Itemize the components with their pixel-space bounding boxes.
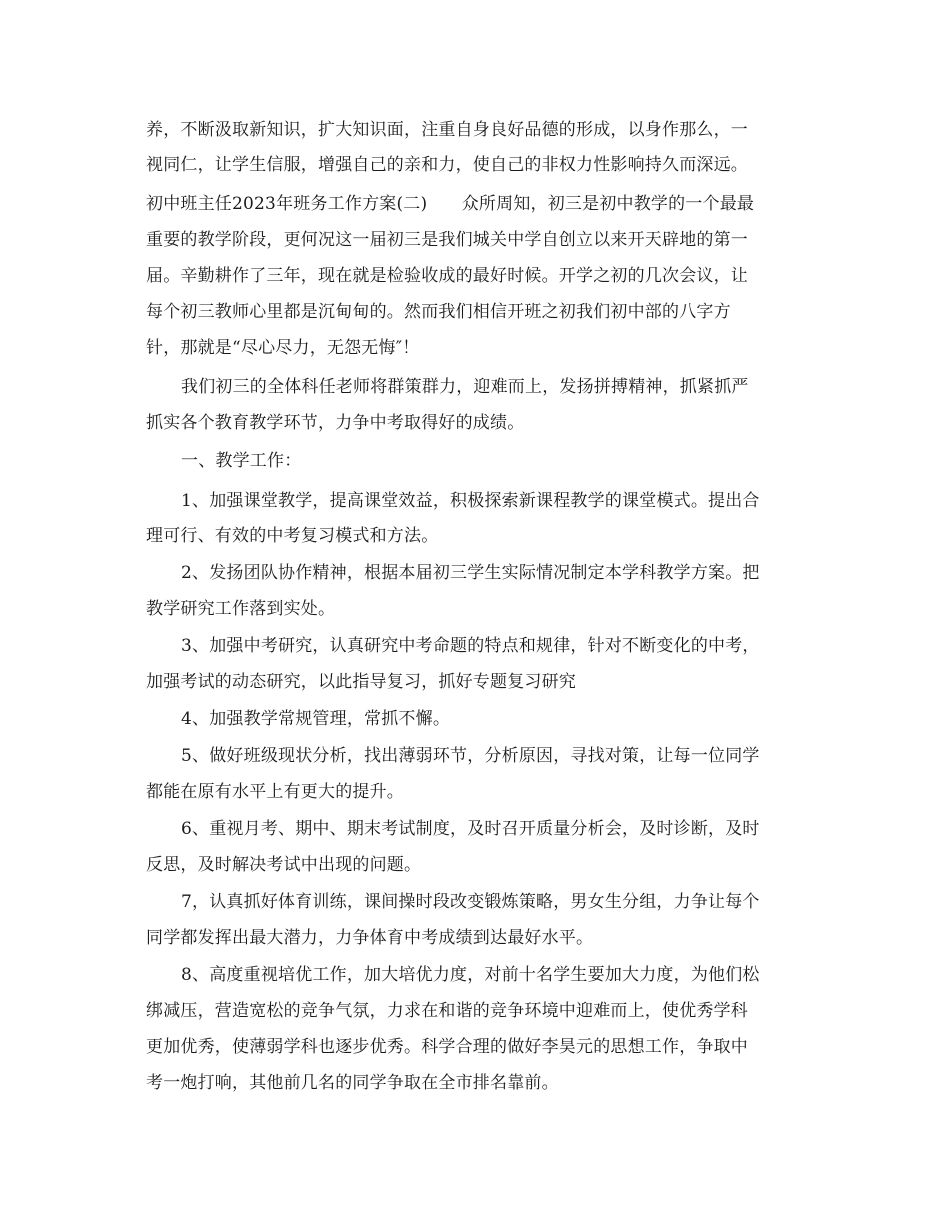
text-line: 针，那就是“尽心尽力，无怨无悔″！ [146,338,420,358]
list-item-2: 2、发扬团队协作精神，根据本届初三学生实际情况制定本学科教学方案。把 [181,563,760,583]
text-line: 加强考试的动态研究，以此指导复习，抓好专题复习研究 [146,672,576,692]
section-heading: 一、教学工作： [181,451,302,471]
list-item-6: 6、重视月考、期中、期末考试制度，及时召开质量分析会，及时诊断，及时 [181,819,760,839]
list-item-7: 7，认真抓好体育训练，课间操时段改变锻炼策略，男女生分组，力争让每个 [181,892,760,912]
text-line: 每个初三教师心里都是沉甸甸的。然而我们相信开班之初我们初中部的八字方 [146,302,731,322]
text-line: 重要的教学阶段，更何况这一届初三是我们城关中学自创立以来开天辟地的第一 [146,230,748,250]
list-item-4: 4、加强教学常规管理，常抓不懈。 [181,709,451,729]
list-item-5: 5、做好班级现状分析，找出薄弱环节，分析原因，寻找对策，让每一位同学 [181,746,760,766]
text-line: 视同仁，让学生信服，增强自己的亲和力，使自己的非权力性影响持久而深远。 [146,155,748,175]
text-line: 届。辛勤耕作了三年，现在就是检验收成的最好时候。开学之初的几次会议，让 [146,266,748,286]
text-line: 反思，及时解决考试中出现的问题。 [146,855,422,875]
text-line: 更加优秀，使薄弱学科也逐步优秀。科学合理的做好李昊元的思想工作，争取中 [146,1037,748,1057]
text-line: 理可行、有效的中考复习模式和方法。 [146,526,439,546]
text-line: 考一炮打响，其他前几名的同学争取在全市排名靠前。 [146,1073,559,1093]
text-line: 都能在原有水平上有更大的提升。 [146,782,404,802]
text-line: 同学都发挥出最大潜力，力争体育中考成绩到达最好水平。 [146,928,594,948]
list-item-3: 3、加强中考研究，认真研究中考命题的特点和规律，针对不断变化的中考， [181,636,760,656]
text-line: 教学研究工作落到实处。 [146,599,336,619]
text-line: 绑减压，营造宽松的竞争气氛，力求在和谐的竞争环境中迎难而上，使优秀学科 [146,1001,748,1021]
list-item-8: 8、高度重视培优工作，加大培优力度，对前十名学生要加大力度，为他们松 [181,965,760,985]
list-item-1: 1、加强课堂教学，提高课堂效益，积极探索新课程教学的课堂模式。提出合 [181,491,760,511]
text-line: 抓实各个教育教学环节，力争中考取得好的成绩。 [146,413,525,433]
section-heading-line: 初中班主任2023年班务工作方案(二) 众所周知，初三是初中教学的一个最最 [146,194,755,214]
text-line: 养，不断汲取新知识，扩大知识面，注重自身良好品德的形成，以身作那么，一 [146,120,748,140]
paragraph-first-line: 我们初三的全体科任老师将群策群力，迎难而上，发扬拼搏精神，抓紧抓严 [181,377,749,397]
